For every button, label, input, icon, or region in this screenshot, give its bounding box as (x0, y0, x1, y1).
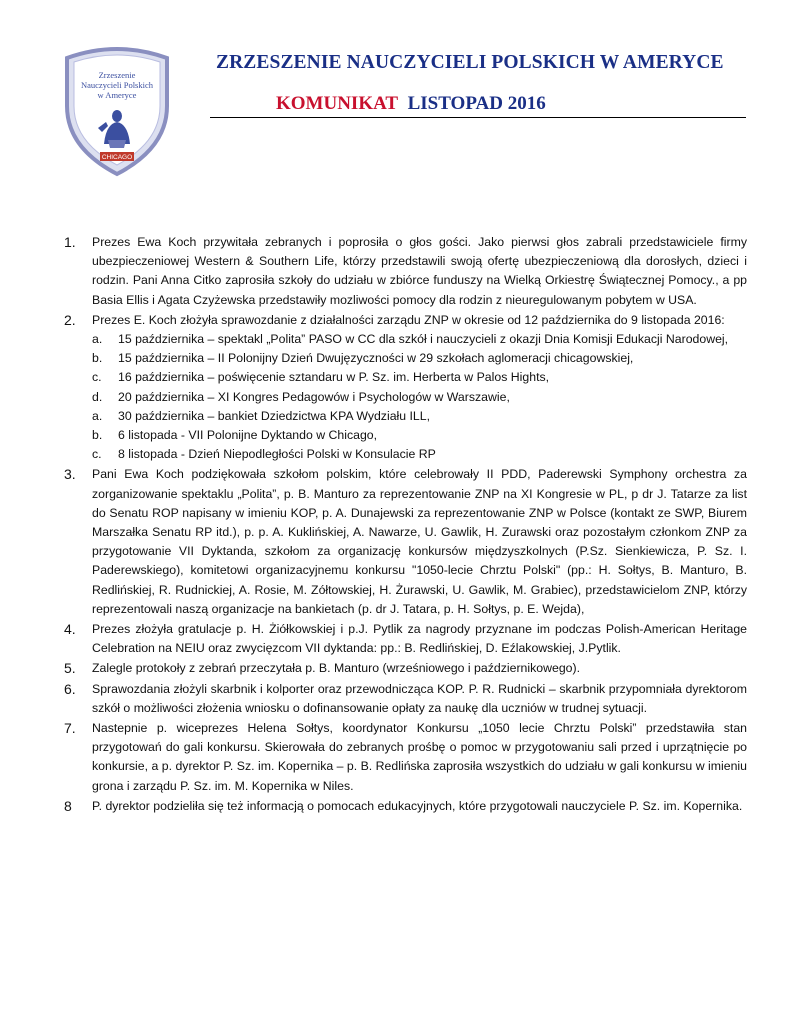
item-number: 5. (64, 660, 76, 677)
item-number: 7. (64, 720, 76, 737)
sub-item-text: 15 października – spektakl „Polita” PASO w CC dla szkół i nauczycieli z okazji Dnia Komisji Edukacji Narodowej, (118, 332, 729, 347)
item-text: Nastepnie p. wiceprezes Helena Sołtys, koordynator Konkursu „1050 lecie Chrztu Polski” przedstawiła stan przygotowań do gali konkursu. Skierowała do zebranych prośbę o pomoc w przygotowaniu sali przed i uprzątnięcie po konkursie, a p. dyrektor P. Sz. im. Kopernika – p. B. Redlińska zaprosiła wszystkich do udziału w gali konkursu w imieniu grona i zarządu P. Sz. im. M. Kopernika w Niles. (92, 721, 747, 793)
association-logo (62, 44, 172, 177)
logo-line-3: w Ameryce (97, 90, 137, 100)
list-item (64, 311, 747, 465)
item-text: Prezes E. Koch złożyła sprawozdanie z działalności zarządu ZNP w okresie od 12 października do 9 listopada 2016: (92, 312, 725, 327)
item-number: 6. (64, 680, 76, 697)
logo-city: CHICAGO (101, 154, 133, 161)
sub-list-item (92, 445, 747, 464)
minutes-list (64, 233, 747, 817)
item-number: 8 (64, 797, 72, 814)
sub-item-letter: b. (92, 428, 103, 443)
sub-list-item (92, 368, 747, 387)
list-item (64, 620, 747, 658)
item-text: Prezes Ewa Koch przywitała zebranych i poprosiła o głos gości. Jako pierwsi głos zabrali przedstawiciele firmy ubezpieczeniowej Western & Southern Life, którzy przedstawili swoją ofertę ubezpieczeniową dla dorosłych, dzieci i rodzin. Pani Anna Citko zaprosiła szkoły do udziału w zbiórce funduszy na Wielką Orkiestrę Świątecznej Pomocy., a pp Basia Ellis i Agata Czyżewska przedstawiły mozliwości pomocy dla rodzin z nieuregulowanym pobytem w USA. (92, 235, 747, 307)
list-item (64, 719, 747, 796)
list-item (64, 659, 747, 678)
sub-list-item (92, 426, 747, 445)
item-text: P. dyrektor podzieliła się też informacją o pomocach edukacyjnych, które przygotowali nauczyciele P. Sz. im. Kopernika. (92, 798, 743, 813)
header-divider (210, 117, 746, 118)
item-text: Prezes złożyła gratulacje p. H. Żiółkowskiej i p.J. Pytlik za nagrody przyznane im podczas Polish-American Heritage Celebration na NEIU oraz zwycięzcom VII dyktanda: pp.: B. Redlińskiej, D. Eźlakowskiej, J.Pytlik. (92, 622, 747, 656)
bulletin-title (276, 93, 546, 115)
sub-item-text: 6 listopada - VII Polonijne Dyktando w Chicago, (118, 428, 378, 443)
sub-item-letter: b. (92, 351, 103, 366)
list-item (64, 465, 747, 619)
sub-list-item (92, 349, 747, 368)
sub-item-text: 16 października – poświęcenie sztandaru w P. Sz. im. Herberta w Palos Hights, (118, 370, 550, 385)
item-number: 3. (64, 466, 76, 483)
list-item (64, 680, 747, 718)
item-number: 4. (64, 621, 76, 638)
item-body (92, 311, 747, 465)
item-text: Sprawozdania złożyli skarbnik i kolporter oraz przewodnicząca KOP. P. R. Rudnicki – skarbnik przypomniała dyrektorom szkół o możliwości złożenia wniosku o dofinansowanie opłaty za naukę dla uczniów w trudnej sytuacji. (92, 681, 747, 715)
sub-item-text: 15 października – II Polonijny Dzień Dwujęzyczności w 29 szkołach aglomeracji chicagowskiej, (118, 351, 634, 366)
sub-item-letter: d. (92, 389, 103, 404)
list-item (64, 797, 747, 816)
sub-item-letter: a. (92, 408, 103, 423)
sub-list-item (92, 388, 747, 407)
sub-item-text: 8 listopada - Dzień Niepodległości Polski w Konsulacie RP (118, 447, 436, 462)
sub-list-item (92, 330, 747, 349)
sub-item-letter: c. (92, 447, 102, 462)
sub-item-letter: a. (92, 332, 103, 347)
item-text: Zalegle protokoły z zebrań przeczytała p. B. Manturo (wrześniowego i październikowego). (92, 661, 581, 676)
item-text: Pani Ewa Koch podziękowała szkołom polskim, które celebrowały II PDD, Paderewski Symphony orchestra za zorganizowanie spektaklu „Polita”, p. B. Manturo za reprezentowanie ZNP na XI Kongresie w PL, p dr J. Tatarze za list do Senatu ROP napisany w imieniu KOP, p. A. Dunajewski za reprezentowanie ZNP w Polsce (kontakt ze SWP, Biurem Marszałka Senatu RP itd.), p. p. A. Kuklińskiej, A. Nawarze, U. Gawlik, H. Zurawski oraz pozostałym członkom ZNP za przygotowanie VII Dyktanda, szkołom za organizację konkursów międzyszkolnych (P.Sz. Sienkiewicza, P. Sz. I. Paderewskiego), komitetowi organizacyjnemu konkursu "1050-lecie Chrztu Polski" (pp.: H. Sołtys, B. Manturo, B. Redlińskiej, R. Rudnickiej, A. Rosie, M. Zółtowskiej, H. Żurawski, U. Gawlik, M. Grabiec), przedstawicielom ZNP, którzy reprezentowali naszą organizacje na bankietach (p. dr J. Tatara, p. H. Sołtys, p. E. Wejda), (92, 467, 747, 616)
list-item (64, 233, 747, 310)
logo-line-1: Zrzeszenie (98, 70, 136, 80)
item-number: 1. (64, 234, 76, 250)
sub-item-letter: c. (92, 370, 102, 385)
sub-list-item (92, 407, 747, 426)
organization-title: ZRZESZENIE NAUCZYCIELI POLSKICH W AMERYCE (216, 52, 724, 73)
item-number: 2. (64, 311, 76, 328)
bulletin-date: LISTOPAD 2016 (407, 93, 546, 114)
logo-line-2: Nauczycieli Polskich (81, 80, 153, 90)
sub-item-text: 30 października – bankiet Dziedzictwa KPA Wydziału ILL, (118, 408, 431, 423)
bulletin-label: KOMUNIKAT (276, 93, 399, 114)
sub-item-text: 20 października – XI Kongres Pedagowów i Psychologów w Warszawie, (118, 389, 510, 404)
